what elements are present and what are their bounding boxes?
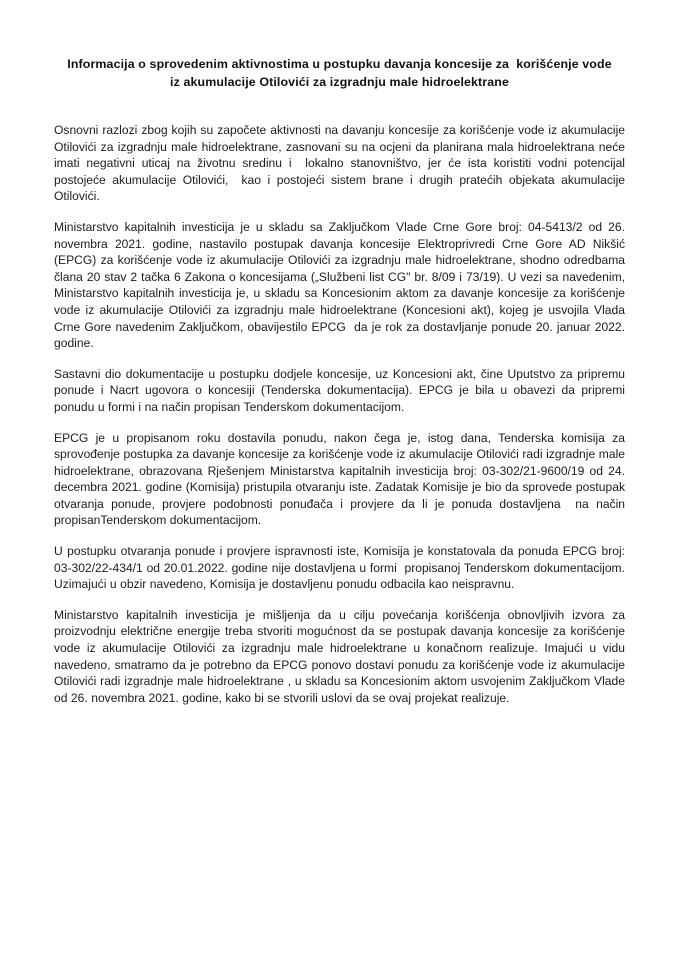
paragraph: Osnovni razlozi zbog kojih su započete aktivnosti na davanju koncesije za korišćenje vode iz akumulacije Otilovići za izgradnju male hidroelektrane, zasnovani su na ocjeni da planirana mala hidroelektrana neće imati negativni uticaj na životnu sredinu i lokalno stanovništvo, jer će ista koristiti vodni potencijal postojeće akumulacije Otilovići, kao i postojeći sistem brane i drugih pratećih objekata akumulacije Otilovići.: [54, 123, 629, 204]
page-title: Informacija o sprovedenim aktivnostima u postupku davanja koncesije za korišćenje vode iz akumulacije Otilovići za izgradnju male hidroelektrane: [67, 57, 616, 89]
paragraph: Ministarstvo kapitalnih investicija je u skladu sa Zaključkom Vlade Crne Gore broj: 04-5413/2 od 26. novembra 2021. godine, nastavilo postupak davanja koncesije Elektroprivredi Crne Gore AD Nikšić (EPCG) za korišćenje vode iz akumulacije Otilovići za izgradnju male hidroelektrane, shodno odredbama člana 20 stav 2 tačka 6 Zakona o koncesijama („Službeni list CG" br. 8/09 i 73/19). U vezi sa navedenim, Ministarstvo kapitalnih investicija je, u skladu sa Koncesionim aktom za davanje koncesije za korišćenje vode iz akumulacije Otilovići za izgradnju male hidroelektrane (Koncesioni akt), kojeg je usvojila Vlada Crne Gore navedenim Zaključkom, obavijestilo EPCG da je rok za dostavljanje ponude 20. januar 2022. godine.: [54, 219, 629, 351]
paragraph: Ministarstvo kapitalnih investicija je mišljenja da u cilju povećanja korišćenja obnovljivih izvora za proizvodnju električne energije treba stvoriti mogućnost da se postupak davanja koncesije za korišćenje vode iz akumulacije Otilovići za izgradnju male hidroelektrane u konačnom realizuje. Imajući u vidu navedeno, smatramo da je potrebno da EPCG ponovo dostavi ponudu za korišćenje vode iz akumulacije Otilovići radi izgradnje male hidroelektrane , u skladu sa Koncesionim aktom usvojenim Zaključkom Vlade od 26. novembra 2021. godine, kako bi se stvorili uslovi da se ovaj projekat realizuje.: [54, 607, 629, 705]
document-body: [54, 122, 629, 706]
paragraph: Sastavni dio dokumentacije u postupku dodjele koncesije, uz Koncesioni akt, čine Uputstvo za pripremu ponude i Nacrt ugovora o koncesiji (Tenderska dokumentacija). EPCG je bila u obavezi da pripremi ponudu u formi i na način propisan Tenderskom dokumentacijom.: [54, 366, 629, 414]
document-content: [54, 56, 629, 706]
paragraph: EPCG je u propisanom roku dostavila ponudu, nakon čega je, istog dana, Tenderska komisija za sprovođenje postupka za davanje koncesije za korišćenje vode iz akumulacije Otilovići radi izgradnje male hidroelektrane, obrazovana Rješenjem Ministarstva kapitalnih investicija broj: 03-302/21-9600/19 od 24. decembra 2021. godine (Komisija) pristupila otvaranju iste. Zadatak Komisije je bio da sprovede postupak otvaranja ponude, provjere podobnosti ponuđača i provjere da li je ponuda dostavljena na način propisanTenderskom dokumentacijom.: [54, 430, 629, 528]
paragraph: U postupku otvaranja ponude i provjere ispravnosti iste, Komisija je konstatovala da ponuda EPCG broj: 03-302/22-434/1 od 20.01.2022. godine nije dostavljena u formi propisanoj Tenderskom dokumentacijom. Uzimajući u obzir navedeno, Komisija je dostavljenu ponudu odbacila kao neispravnu.: [54, 544, 629, 592]
